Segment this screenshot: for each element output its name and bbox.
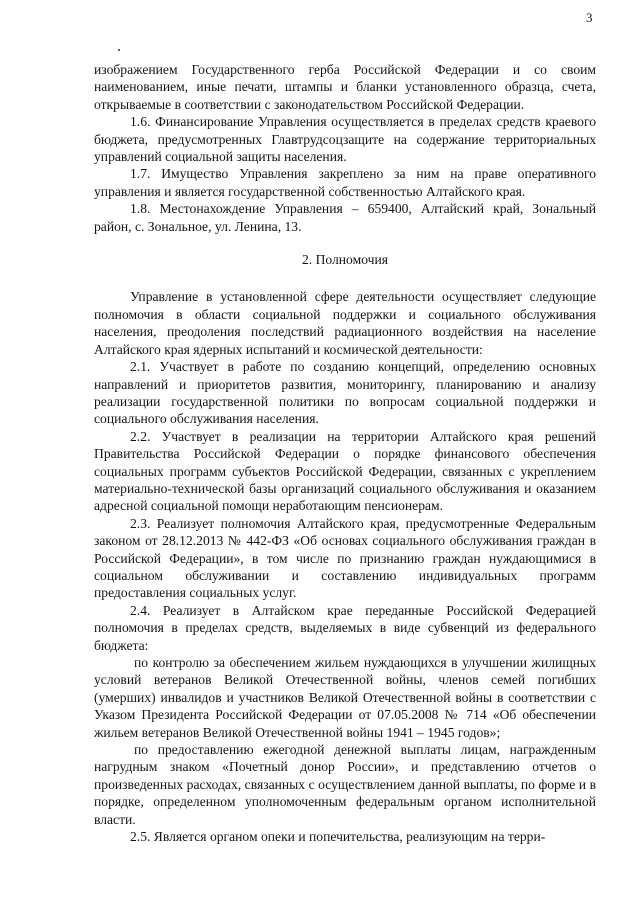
- paragraph-1-6-financing: 1.6. Финансирование Управления осуществляется в пределах средств краевого бюджета, предусмотренных Главтрудсоцзащите на содержание территориальных управлений социальной защиты населения.: [94, 114, 596, 165]
- paragraph-donor-payment: по предоставлению ежегодной денежной выплаты лицам, награжденным нагрудным знаком «Почетный донор России», и представлению отчетов о произведенных расходах, связанных с осуществлением данной выплаты, по форме и в порядке, определенном уполномоченным федеральным органом исполнительной власти.: [94, 742, 596, 827]
- paragraph-1-8-location: 1.8. Местонахождение Управления – 659400, Алтайский край, Зональный район, с. Зональное, ул. Ленина, 13.: [94, 201, 596, 234]
- paragraph-2-5: 2.5. Является органом опеки и попечительства, реализующим на терри-: [130, 829, 546, 845]
- paragraph-2-4: 2.4. Реализует в Алтайском крае переданные Российской Федерацией полномочия в пределах средств, выделяемых в виде субвенций из федерального бюджета:: [94, 602, 596, 653]
- paragraph-coat-of-arms-continuation: изображением Государственного герба Российской Федерации и со своим наименованием, иные печати, штампы и бланки установленного образца, счета, открываемые в соответствии с законодательством Российской Федерации.: [94, 62, 596, 112]
- paragraph-2-2: 2.2. Участвует в реализации на территории Алтайского края решений Правительства Российской Федерации о порядке финансового обеспечения социальных программ субъектов Российской Федерации, связанных с укреплением материально-технической базы организаций социального обслуживания и оказанием адресной социальной помощи неработающим пенсионерам.: [94, 428, 596, 514]
- scan-speck: [118, 49, 120, 51]
- section-heading-powers: 2. Полномочия: [301, 252, 389, 268]
- paragraph-1-7-property: 1.7. Имущество Управления закреплено за ним на праве оперативного управления и является государственной собственностью Алтайского края.: [94, 166, 596, 199]
- paragraph-housing-control: по контролю за обеспечением жильем нуждающихся в улучшении жилищных условий ветеранов Великой Отечественной войны, членов семей погибших (умерших) инвалидов и участников Великой Отечественной войны в соответствии с Указом Президента Российской Федерации от 07.05.2008 № 714 «Об обеспечении жильем ветеранов Великой Отечественной войны 1941 – 1945 годов»;: [94, 655, 596, 740]
- paragraph-powers-intro: Управление в установленной сфере деятельности осуществляет следующие полномочия в области социальной поддержки и социального обслуживания населения, преодоления последствий радиационного воздействия на население Алтайского края ядерных испытаний и космической деятельности:: [94, 289, 596, 357]
- page-number: 3: [586, 10, 593, 25]
- paragraph-2-3: 2.3. Реализует полномочия Алтайского края, предусмотренные Федеральным законом от 28.12.2013 № 442-ФЗ «Об основах социального обслуживания граждан в Российской Федерации», в том числе по признанию граждан нуждающимися в социальном обслуживании и составлению индивидуальных программ предоставления социальных услуг.: [94, 515, 596, 601]
- paragraph-2-1: 2.1. Участвует в работе по созданию концепций, определению основных направлений и приоритетов развития, мониторингу, планированию и анализу реализации государственной политики по вопросам социальной поддержки и социального обслуживания населения.: [94, 359, 596, 427]
- document-body: [94, 61, 596, 845]
